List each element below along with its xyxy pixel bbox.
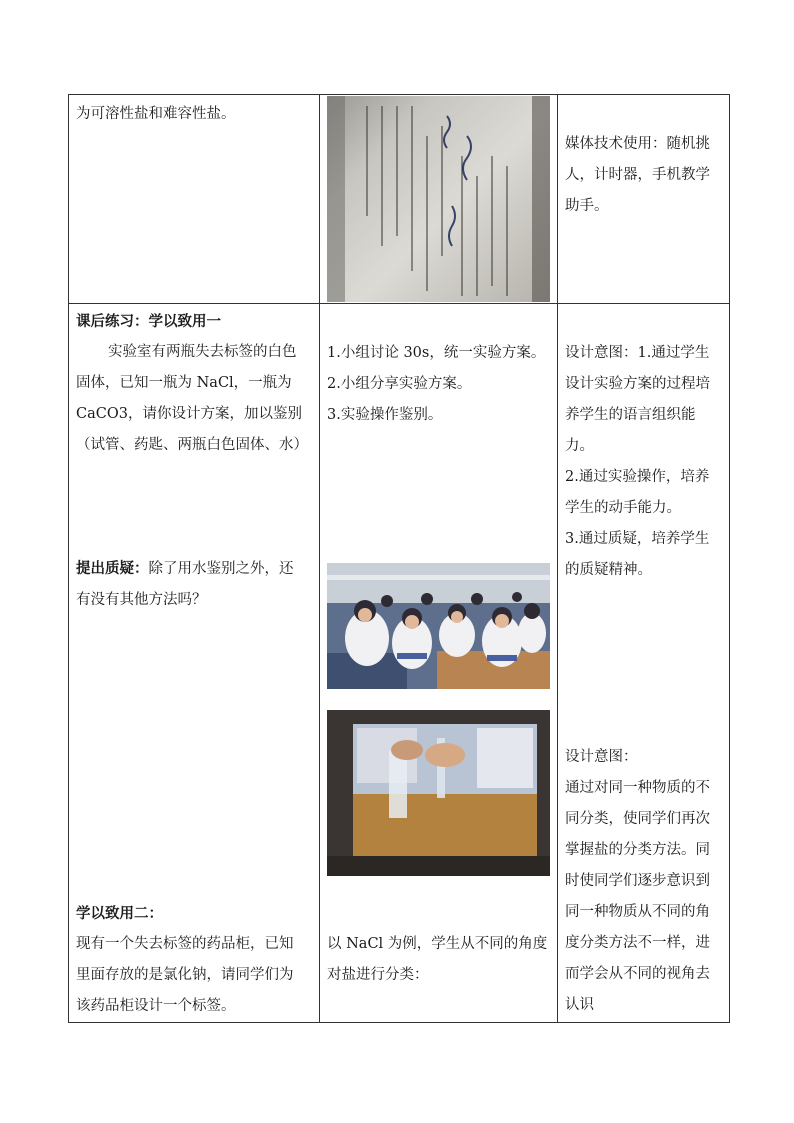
worksheet-image: [327, 96, 550, 302]
section-title-2: 学以致用二：: [76, 905, 163, 922]
content-cell: [69, 95, 320, 304]
design-intent-item: 设计意图：1.通过学生设计实验方案的过程培养学生的语言组织能力。: [565, 345, 710, 454]
step-item: 2.小组分享实验方案。: [327, 376, 472, 392]
student-activity-cell: [320, 304, 558, 1023]
design-intent-1: [565, 338, 717, 586]
media-cell: [320, 95, 558, 304]
question-text: 除了用水鉴别之外，还有没有其他方法吗？: [76, 561, 294, 608]
step-item: 1.小组讨论 30s，统一实验方案。: [327, 345, 546, 361]
design-intent-item: 2.通过实验操作，培养学生的动手能力。: [565, 469, 710, 516]
table-row: [69, 95, 730, 304]
table-row: [69, 304, 730, 1023]
question-block: [76, 553, 306, 616]
design-intent-item: 3.通过质疑，培养学生的质疑精神。: [565, 531, 710, 578]
activity-steps: [327, 338, 552, 431]
design-intent-2-title: 设计意图：: [565, 749, 638, 765]
exercise2-text: 现有一个失去标签的药品柜，已知里面存放的是氯化钠，请同学们为该药品柜设计一个标签。: [76, 936, 294, 1014]
content-cell: [69, 304, 320, 1023]
section-title: 课后练习：学以致用一: [76, 313, 221, 330]
experiment-video-photo: [327, 710, 550, 876]
content-text: 为可溶性盐和难容性盐。: [76, 106, 236, 122]
lesson-plan-table: [68, 94, 730, 1023]
media-note: 媒体技术使用：随机挑人，计时器，手机教学助手。: [565, 136, 710, 214]
worksheet-photo: [327, 96, 550, 302]
experiment-image: [327, 710, 550, 876]
note-cell: [558, 95, 730, 304]
classroom-photo: [327, 563, 550, 689]
design-intent-2-text: 通过对同一种物质的不同分类，使同学们再次掌握盐的分类方法。同时使同学们逐步意识到同一种物质从不同的角度分类方法不一样，进而学会从不同的视角去认识: [565, 780, 710, 1013]
design-intent-2: [565, 742, 717, 1021]
exercise-text: 实验室有两瓶失去标签的白色固体，已知一瓶为 NaCl，一瓶为 CaCO3，请你设计方案，加以鉴别（试管、药匙、两瓶白色固体、水）: [76, 344, 308, 453]
step-item: 3.实验操作鉴别。: [327, 407, 443, 423]
classroom-image: [327, 563, 550, 689]
design-intent-cell: [558, 304, 730, 1023]
question-label: 提出质疑：: [76, 560, 149, 577]
classification-text: 以 NaCl 为例，学生从不同的角度对盐进行分类：: [327, 936, 548, 983]
